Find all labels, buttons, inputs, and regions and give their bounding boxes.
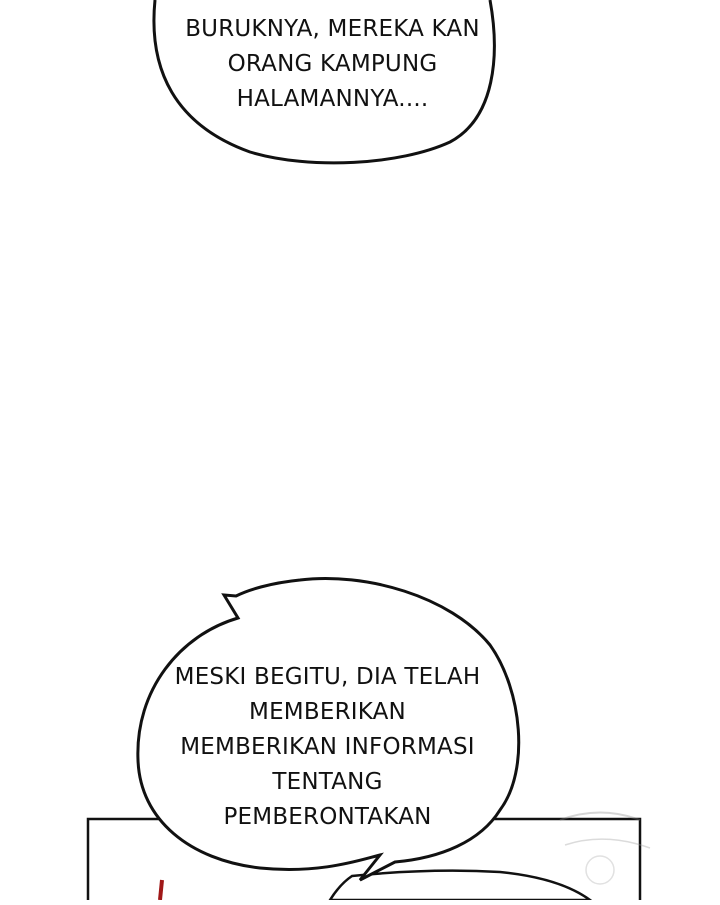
bubble-line: TENTANG [272, 769, 383, 795]
red-stroke-mark [160, 880, 162, 900]
bubble-line: MEMBERIKAN [249, 699, 406, 725]
bubble-line: PEMBERONTAKAN [223, 804, 432, 830]
watermark-logo [560, 813, 650, 885]
bubble-line: BURUKNYA, MEREKA KAN [185, 16, 480, 42]
bubble-line: ORANG KAMPUNG [227, 51, 438, 77]
speech-bubble-text-top [160, 12, 505, 117]
bubble-line: MEMBERIKAN INFORMASI [180, 734, 475, 760]
bubble-line: MESKI BEGITU, DIA TELAH [174, 664, 481, 690]
speech-bubble-text-bottom [150, 660, 505, 835]
bubble-line: HALAMANNYA.... [236, 86, 429, 112]
